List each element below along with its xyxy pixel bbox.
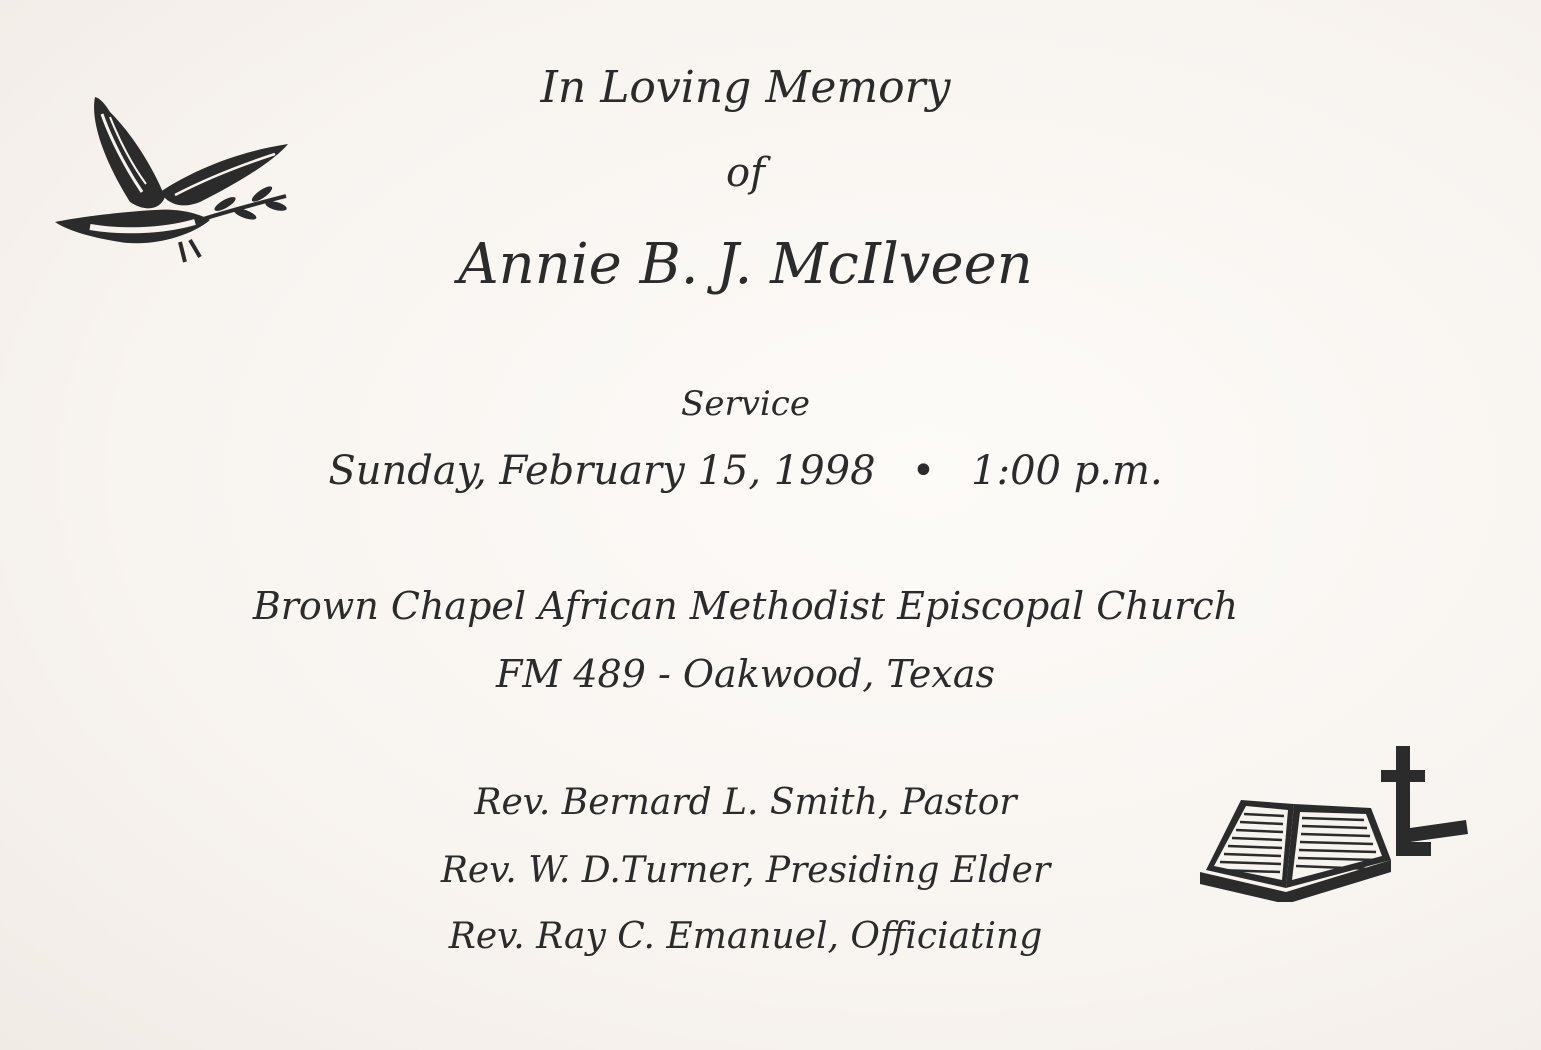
service-time: 1:00 p.m. bbox=[971, 448, 1163, 494]
card-of: of bbox=[726, 150, 765, 196]
bible-cross-icon bbox=[1196, 742, 1476, 902]
deceased-name: Annie B. J. McIlveen bbox=[458, 232, 1033, 297]
clergy-line: Rev. W. D.Turner, Presiding Elder bbox=[440, 850, 1051, 891]
service-label: Service bbox=[681, 384, 810, 424]
church-name: Brown Chapel African Methodist Episcopal Church bbox=[252, 584, 1239, 628]
service-date: Sunday, February 15, 1998 bbox=[328, 448, 876, 494]
church-address: FM 489 - Oakwood, Texas bbox=[496, 652, 995, 696]
service-datetime bbox=[0, 448, 1516, 494]
card-title: In Loving Memory bbox=[540, 62, 951, 113]
clergy-line: Rev. Ray C. Emanuel, Officiating bbox=[448, 916, 1043, 957]
clergy-line: Rev. Bernard L. Smith, Pastor bbox=[474, 782, 1017, 823]
separator-bullet: • bbox=[911, 448, 936, 494]
